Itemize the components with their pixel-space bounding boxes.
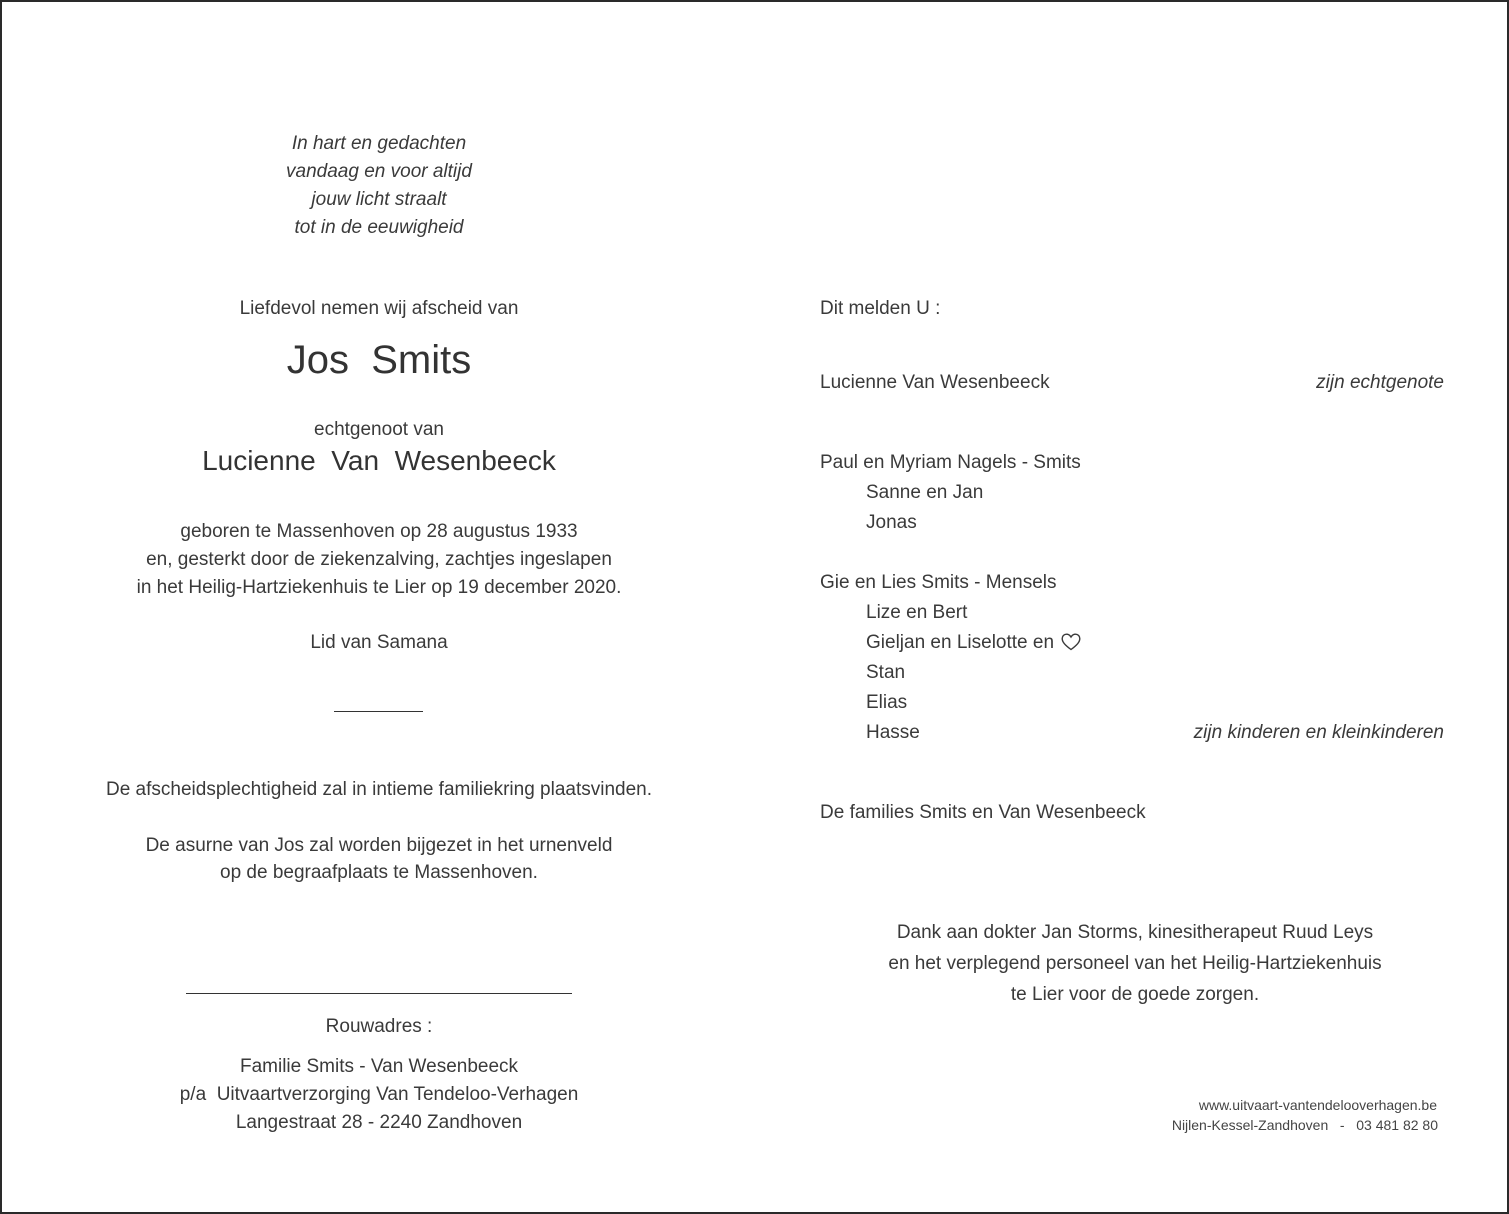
announce-text: Dit melden U :	[820, 298, 941, 319]
address-label: Rouwadres :	[325, 1016, 433, 1037]
long-divider	[186, 993, 572, 994]
spouse-name: Lucienne Van Wesenbeeck	[202, 445, 556, 476]
address-line-2: p/a Uitvaartverzorging Van Tendeloo-Verhagen	[179, 1084, 579, 1105]
urn-line-1: De asurne van Jos zal worden bijgezet in het urnenveld	[145, 835, 613, 856]
families-text: De families Smits en Van Wesenbeeck	[820, 802, 1146, 823]
family-2-child-5: Hasse	[866, 722, 920, 743]
family-2-child-3: Stan	[866, 662, 906, 683]
spouse-intro: echtgenoot van	[314, 419, 444, 440]
family-2-child-4: Elias	[866, 692, 908, 713]
address-line-3: Langestraat 28 - 2240 Zandhoven	[235, 1112, 523, 1133]
children-role: zijn kinderen en kleinkinderen	[1193, 722, 1444, 743]
ceremony-text: De afscheidsplechtigheid zal in intieme familiekring plaatsvinden.	[105, 779, 653, 800]
intro-text: Liefdevol nemen wij afscheid van	[239, 298, 519, 319]
short-divider	[334, 711, 423, 712]
life-line-2: en, gesterkt door de ziekenzalving, zachtjes ingeslapen	[146, 549, 612, 570]
life-line-3: in het Heilig-Hartziekenhuis te Lier op 19 december 2020.	[136, 577, 622, 598]
membership: Lid van Samana	[310, 632, 448, 653]
life-line-1: geboren te Massenhoven op 28 augustus 1933	[180, 521, 578, 542]
family-2-child-1: Lize en Bert	[866, 602, 968, 623]
thanks-line-1: Dank aan dokter Jan Storms, kinesitherapeut Ruud Leys	[896, 922, 1374, 943]
heart-icon	[1061, 633, 1081, 651]
deceased-name: Jos Smits	[286, 338, 472, 382]
spouse-role: zijn echtgenote	[1316, 372, 1444, 393]
family-1-child-1: Sanne en Jan	[866, 482, 984, 503]
family-1-child-2: Jonas	[866, 512, 917, 533]
spouse-listing: Lucienne Van Wesenbeeck	[820, 372, 1050, 393]
funeral-contact: Nijlen-Kessel-Zandhoven - 03 481 82 80	[1171, 1117, 1438, 1133]
funeral-website: www.uitvaart-vantendelooverhagen.be	[1198, 1097, 1437, 1113]
poem-line-3: jouw licht straalt	[311, 189, 447, 210]
thanks-line-3: te Lier voor de goede zorgen.	[1010, 984, 1260, 1005]
thanks-line-2: en het verplegend personeel van het Heilig-Hartziekenhuis	[888, 953, 1382, 974]
family-2-parents: Gie en Lies Smits - Mensels	[820, 572, 1057, 593]
address-line-1: Familie Smits - Van Wesenbeeck	[239, 1056, 519, 1077]
poem-line-4: tot in de eeuwigheid	[294, 217, 464, 238]
poem-line-1: In hart en gedachten	[291, 133, 467, 154]
poem-line-2: vandaag en voor altijd	[286, 161, 472, 182]
family-2-child-2-label: Gieljan en Liselotte en	[866, 632, 1055, 653]
family-1-parents: Paul en Myriam Nagels - Smits	[820, 452, 1081, 473]
urn-line-2: op de begraafplaats te Massenhoven.	[220, 862, 538, 883]
family-2-child-2	[866, 632, 1081, 654]
